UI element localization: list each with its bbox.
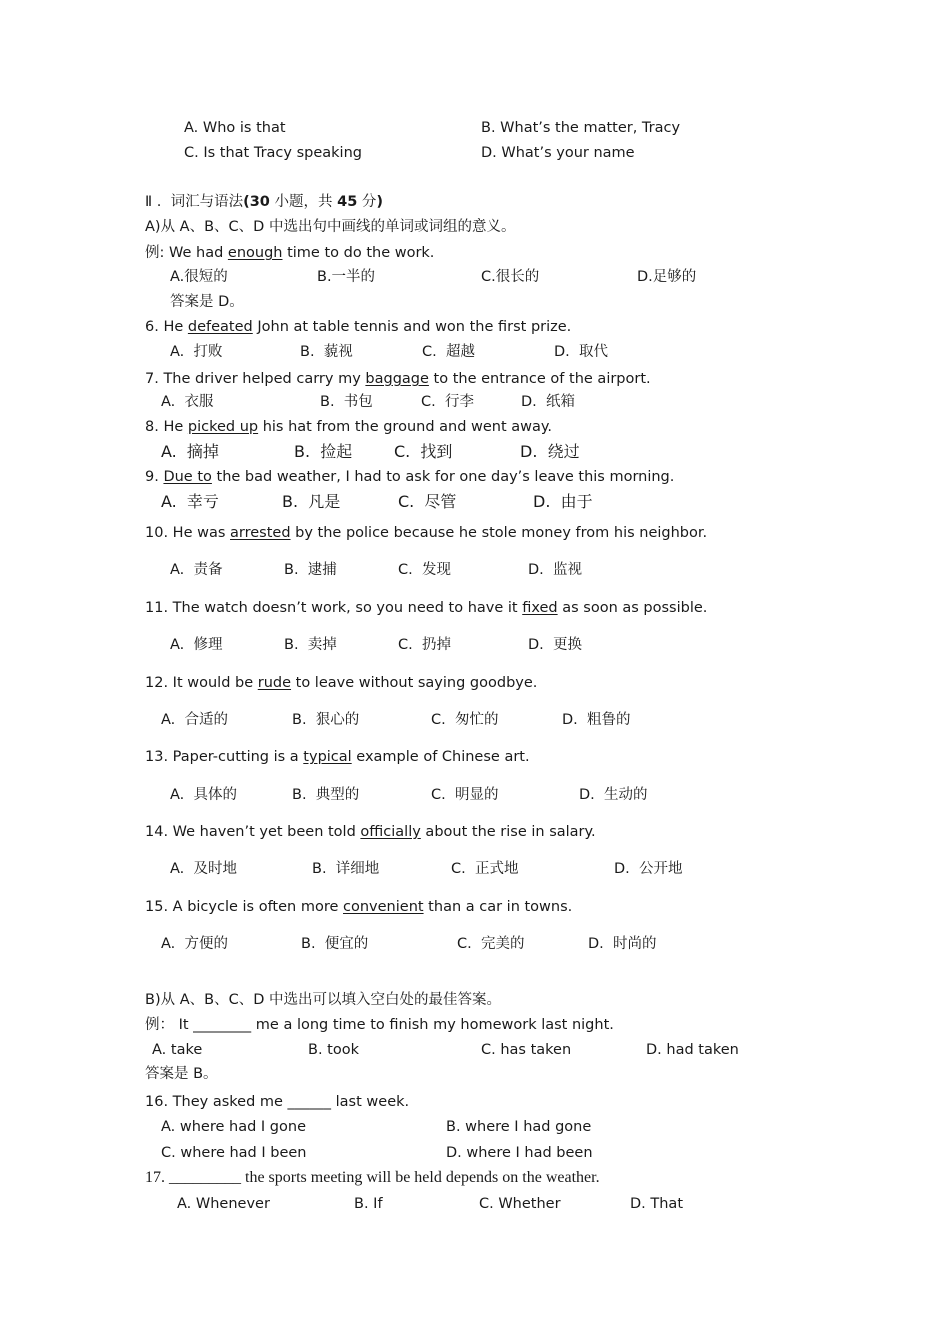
example-b-stem: 例： It ________ me a long time to finish my homework last night. bbox=[145, 1017, 614, 1033]
question-15: 15. A bicycle is often more convenient than a car in towns. bbox=[145, 899, 573, 915]
q10-option-c: C. 发现 bbox=[398, 562, 451, 578]
part-b-instruction: B)从 A、B、C、D 中选出可以填入空白处的最佳答案。 bbox=[145, 992, 501, 1008]
q16-option-a: A. where had I gone bbox=[161, 1119, 306, 1135]
q14-option-d: D. 公开地 bbox=[614, 861, 683, 877]
q14-option-c: C. 正式地 bbox=[451, 861, 519, 877]
q12-option-a: A. 合适的 bbox=[161, 712, 228, 728]
question-10: 10. He was arrested by the police because he stole money from his neighbor. bbox=[145, 525, 708, 541]
q17-option-a: A. Whenever bbox=[177, 1196, 270, 1212]
question-13: 13. Paper-cutting is a typical example of Chinese art. bbox=[145, 749, 530, 765]
part-a-instruction: A)从 A、B、C、D 中选出句中画线的单词或词组的意义。 bbox=[145, 219, 516, 235]
q9-option-d: D. 由于 bbox=[533, 492, 593, 511]
q6-option-b: B. 藐视 bbox=[300, 344, 353, 360]
q12-option-d: D. 粗鲁的 bbox=[562, 712, 631, 728]
q7-option-c: C. 行李 bbox=[421, 394, 474, 410]
q17-option-d: D. That bbox=[630, 1196, 684, 1212]
q9-option-a: A. 幸亏 bbox=[161, 492, 219, 511]
question-7: 7. The driver helped carry my baggage to the entrance of the airport. bbox=[145, 371, 651, 387]
example-a-option-d: D.足够的 bbox=[637, 269, 697, 285]
q13-option-b: B. 典型的 bbox=[292, 787, 360, 803]
q13-option-c: C. 明显的 bbox=[431, 787, 499, 803]
question-16: 16. They asked me ______ last week. bbox=[145, 1094, 410, 1110]
section-title: Ⅱ . 词汇与语法(30 小题，共 45 分) bbox=[145, 194, 384, 210]
q6-option-a: A. 打败 bbox=[170, 344, 223, 360]
example-a-answer: 答案是 D。 bbox=[170, 294, 244, 310]
q10-option-d: D. 监视 bbox=[528, 562, 582, 578]
q6-option-c: C. 超越 bbox=[422, 344, 475, 360]
q8-option-d: D. 绕过 bbox=[520, 442, 580, 461]
example-a-stem: 例: We had enough time to do the work. bbox=[145, 245, 435, 261]
q5-option-c: C. Is that Tracy speaking bbox=[184, 145, 362, 161]
example-a-option-b: B.一半的 bbox=[317, 269, 376, 285]
q15-option-b: B. 便宜的 bbox=[301, 936, 369, 952]
q6-option-d: D. 取代 bbox=[554, 344, 608, 360]
q14-option-a: A. 及时地 bbox=[170, 861, 237, 877]
q8-option-c: C. 找到 bbox=[394, 442, 453, 461]
q12-option-c: C. 匆忙的 bbox=[431, 712, 499, 728]
q15-option-c: C. 完美的 bbox=[457, 936, 525, 952]
q15-option-a: A. 方便的 bbox=[161, 936, 228, 952]
example-a-option-a: A.很短的 bbox=[170, 269, 228, 285]
q7-option-b: B. 书包 bbox=[320, 394, 373, 410]
q11-option-b: B. 卖掉 bbox=[284, 637, 337, 653]
q8-option-b: B. 捡起 bbox=[294, 442, 353, 461]
q5-option-d: D. What’s your name bbox=[481, 145, 635, 161]
q11-option-c: C. 扔掉 bbox=[398, 637, 451, 653]
q5-option-b: B. What’s the matter, Tracy bbox=[481, 120, 681, 136]
q16-option-c: C. where had I been bbox=[161, 1145, 307, 1161]
q9-option-c: C. 尽管 bbox=[398, 492, 457, 511]
q11-option-a: A. 修理 bbox=[170, 637, 223, 653]
example-b-option-b: B. took bbox=[308, 1042, 359, 1058]
q16-option-d: D. where I had been bbox=[446, 1145, 593, 1161]
q5-option-a: A. Who is that bbox=[184, 120, 286, 136]
question-11: 11. The watch doesn’t work, so you need to have it fixed as soon as possible. bbox=[145, 600, 708, 616]
q10-option-b: B. 逮捕 bbox=[284, 562, 337, 578]
q10-option-a: A. 责备 bbox=[170, 562, 223, 578]
q14-option-b: B. 详细地 bbox=[312, 861, 380, 877]
q9-option-b: B. 凡是 bbox=[282, 492, 341, 511]
question-6: 6. He defeated John at table tennis and won the first prize. bbox=[145, 319, 572, 335]
q17-option-c: C. Whether bbox=[479, 1196, 561, 1212]
example-b-option-a: A. take bbox=[152, 1042, 203, 1058]
q8-option-a: A. 摘掉 bbox=[161, 442, 219, 461]
q13-option-d: D. 生动的 bbox=[579, 787, 648, 803]
example-b-option-d: D. had taken bbox=[646, 1042, 739, 1058]
q15-option-d: D. 时尚的 bbox=[588, 936, 657, 952]
question-12: 12. It would be rude to leave without saying goodbye. bbox=[145, 675, 538, 691]
q12-option-b: B. 狠心的 bbox=[292, 712, 360, 728]
q13-option-a: A. 具体的 bbox=[170, 787, 237, 803]
question-9: 9. Due to the bad weather, I had to ask for one day’s leave this morning. bbox=[145, 469, 675, 485]
question-8: 8. He picked up his hat from the ground and went away. bbox=[145, 419, 553, 435]
example-a-option-c: C.很长的 bbox=[481, 269, 540, 285]
question-14: 14. We haven’t yet been told officially about the rise in salary. bbox=[145, 824, 596, 840]
q7-option-a: A. 衣服 bbox=[161, 394, 214, 410]
question-17: 17. _________ the sports meeting will be held depends on the weather. bbox=[145, 1169, 600, 1186]
example-b-answer: 答案是 B。 bbox=[145, 1066, 218, 1082]
q11-option-d: D. 更换 bbox=[528, 637, 582, 653]
q17-option-b: B. If bbox=[354, 1196, 383, 1212]
q16-option-b: B. where I had gone bbox=[446, 1119, 592, 1135]
example-b-option-c: C. has taken bbox=[481, 1042, 572, 1058]
q7-option-d: D. 纸箱 bbox=[521, 394, 575, 410]
